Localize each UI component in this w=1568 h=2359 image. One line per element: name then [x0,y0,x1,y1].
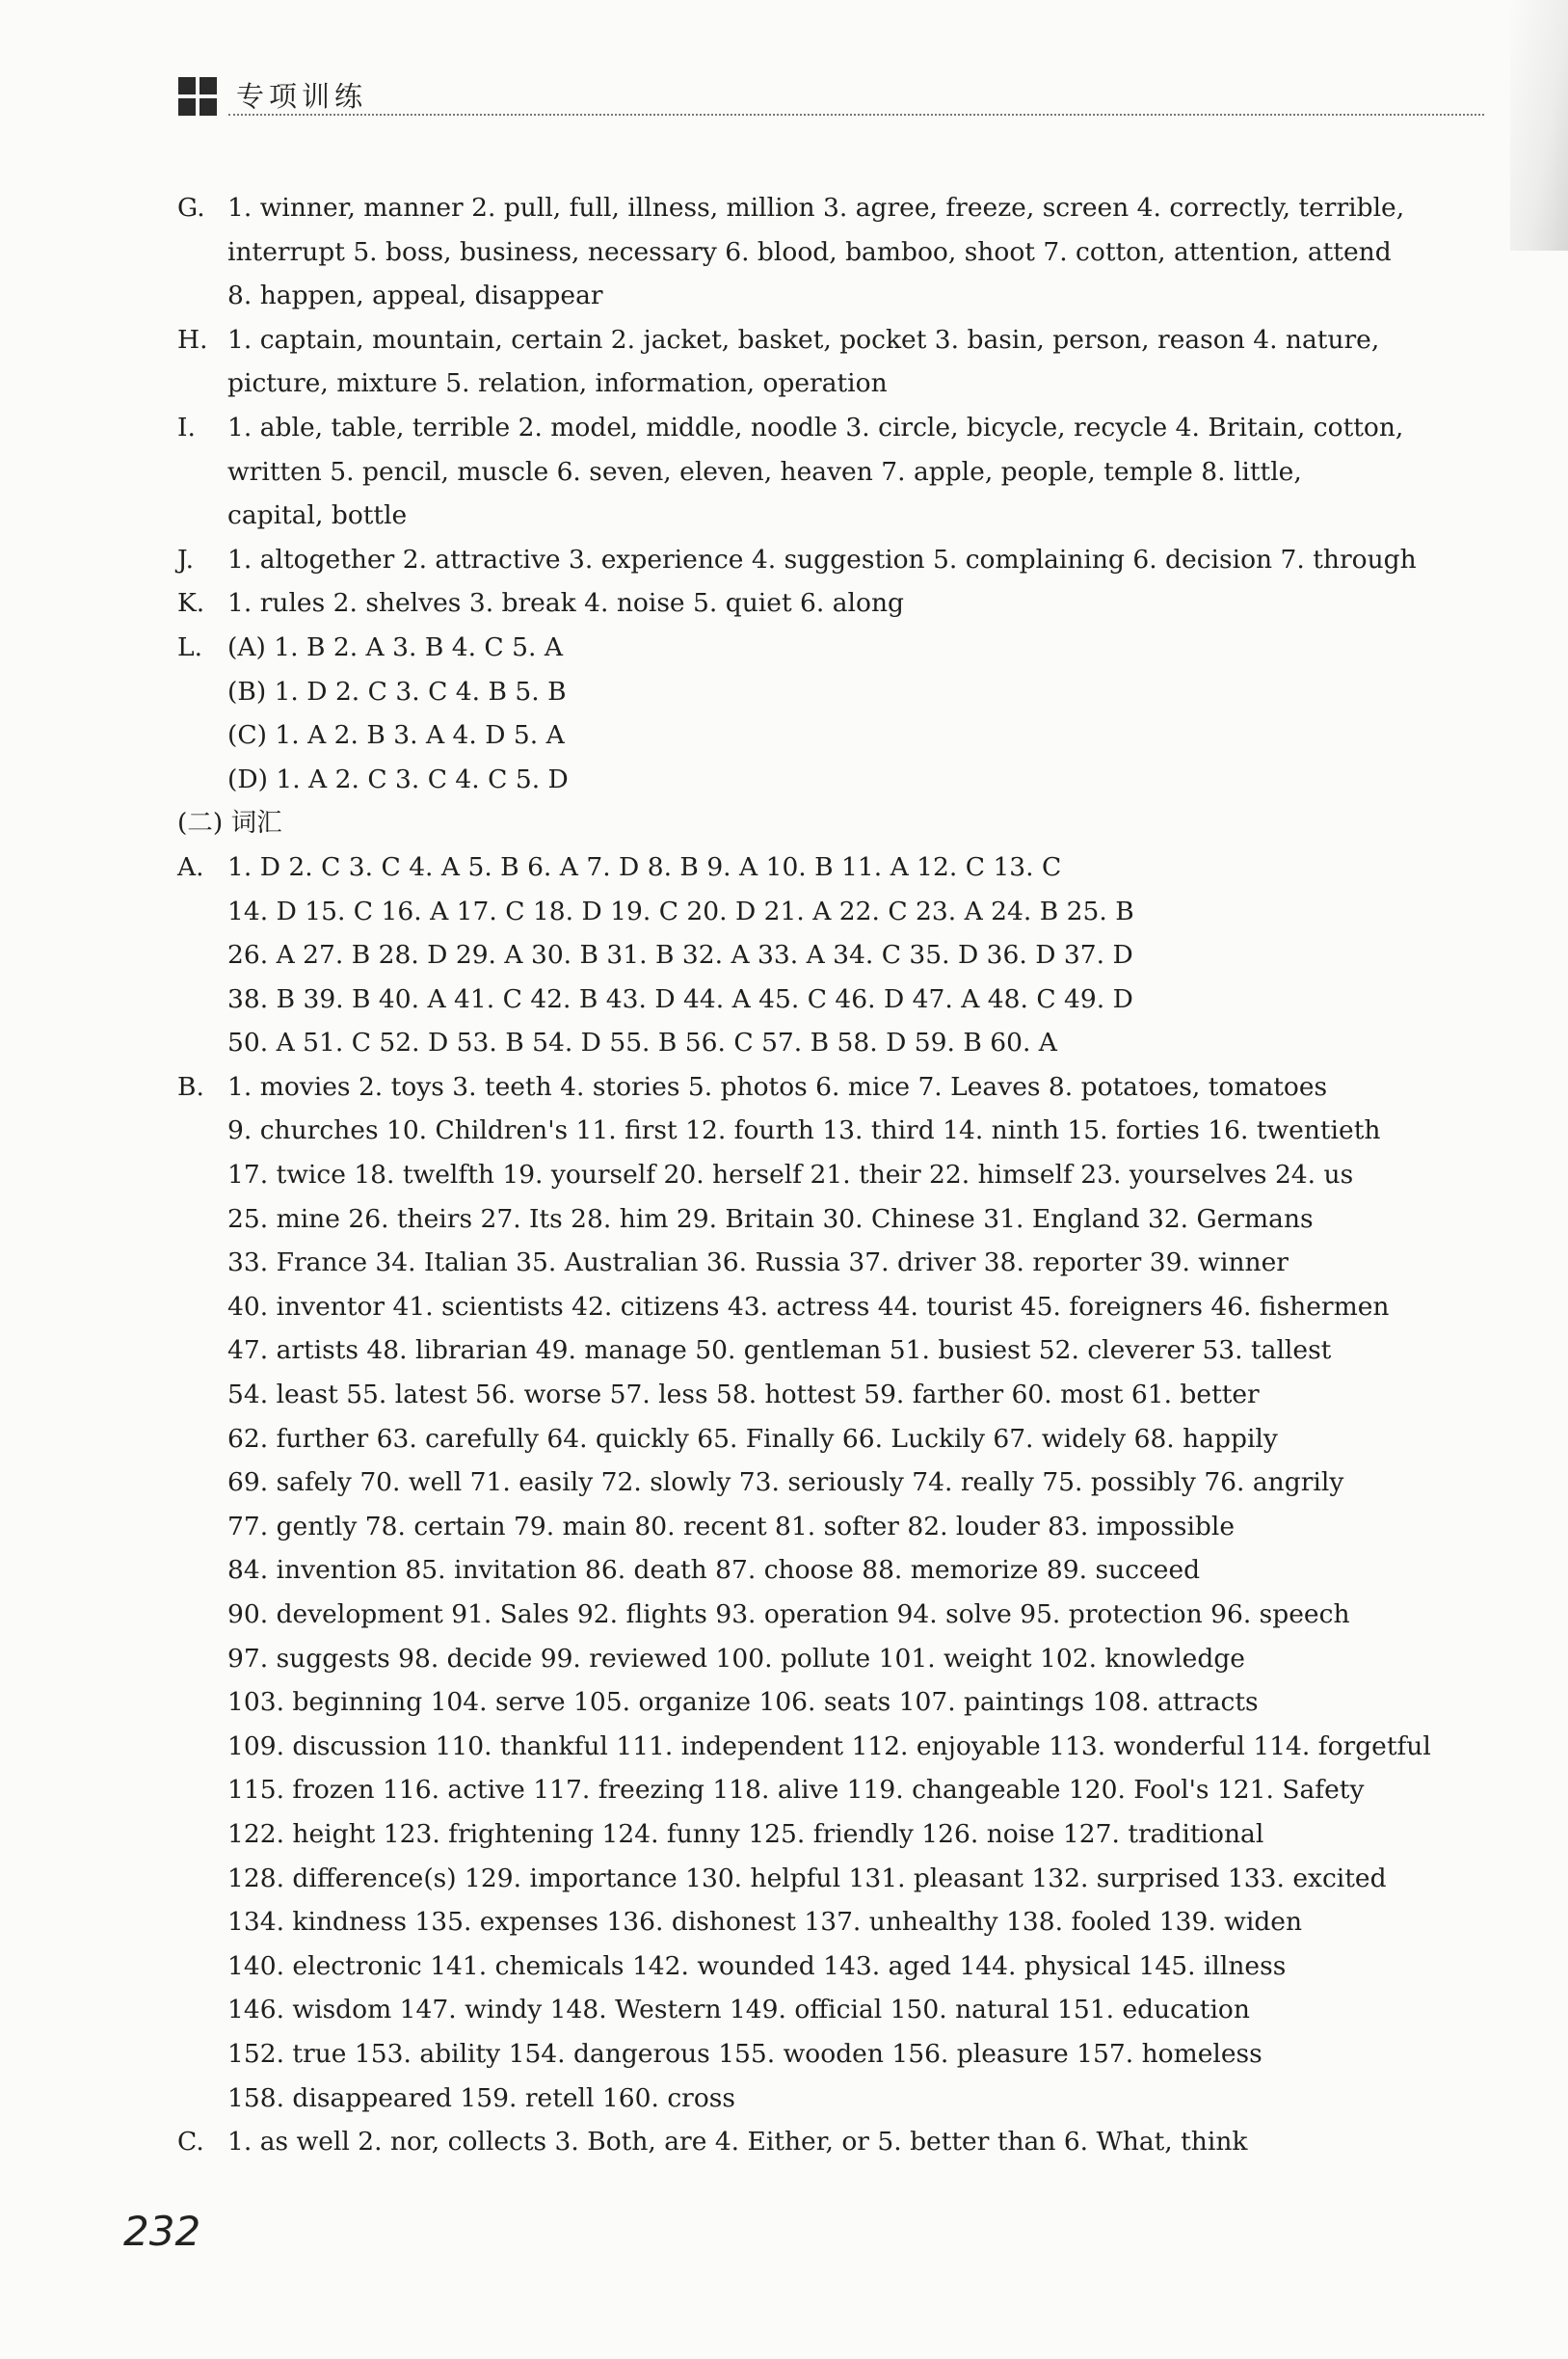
answer-text: 38. B 39. B 40. A 41. C 42. B 43. D 44. A 45. C 46. D 47. A 48. C 49. D [227,983,1133,1014]
section-label: I. [177,412,196,442]
answer-text: 158. disappeared 159. retell 160. cross [227,2082,735,2113]
answer-text: 1. rules 2. shelves 3. break 4. noise 5. quiet 6. along [227,588,904,619]
answer-text: 40. inventor 41. scientists 42. citizens 43. actress 44. tourist 45. foreigners 46. fishermen [227,1291,1390,1322]
answer-text: 152. true 153. ability 154. dangerous 155. wooden 156. pleasure 157. homeless [227,2038,1262,2069]
answer-line [177,758,1493,802]
answer-line [177,1373,1493,1417]
answer-text: written 5. pencil, muscle 6. seven, eleven, heaven 7. apple, people, temple 8. little, [227,456,1302,487]
answer-line [177,581,1493,626]
section-label: L. [177,631,203,662]
answer-text: 97. suggests 98. decide 99. reviewed 100. pollute 101. weight 102. knowledge [227,1643,1245,1674]
section-label: K. [177,588,205,619]
answer-line [177,1065,1493,1110]
answer-line [177,538,1493,582]
answer-line [177,1637,1493,1681]
answer-text: (D) 1. A 2. C 3. C 4. C 5. D [227,764,569,794]
answer-text: 109. discussion 110. thankful 111. independent 112. enjoyable 113. wonderful 114. forgetful [227,1730,1431,1761]
answer-line [177,1812,1493,1857]
answer-line [177,2120,1493,2164]
answer-text: 47. artists 48. librarian 49. manage 50. gentleman 51. busiest 52. cleverer 53. tallest [227,1335,1332,1366]
answer-line [177,1505,1493,1549]
answer-text: picture, mixture 5. relation, information, operation [227,368,888,399]
answer-text: 134. kindness 135. expenses 136. dishonest 137. unhealthy 138. fooled 139. widen [227,1907,1303,1938]
answer-line [177,1768,1493,1812]
answer-text: 115. frozen 116. active 117. freezing 118. alive 119. changeable 120. Fool's 121. Safety [227,1775,1365,1806]
answer-line [177,1153,1493,1197]
answer-text: 140. electronic 141. chemicals 142. wounded 143. aged 144. physical 145. illness [227,1950,1287,1981]
answer-text: 50. A 51. C 52. D 53. B 54. D 55. B 56. C 57. B 58. D 59. B 60. A [227,1028,1057,1059]
answer-line [177,1197,1493,1242]
answer-text: 90. development 91. Sales 92. flights 93. operation 94. solve 95. protection 96. speech [227,1599,1350,1629]
answer-line [177,406,1493,450]
answer-text: 26. A 27. B 28. D 29. A 30. B 31. B 32. A 33. A 34. C 35. D 36. D 37. D [227,940,1133,971]
page-header [178,71,1484,123]
answer-line [177,933,1493,978]
answer-line [177,1725,1493,1769]
answer-line [177,1548,1493,1593]
answer-text: interrupt 5. boss, business, necessary 6. blood, bamboo, shoot 7. cotton, attention, attend [227,236,1392,267]
answer-text: 1. altogether 2. attractive 3. experience 4. suggestion 5. complaining 6. decision 7. through [227,544,1417,575]
answer-text: (C) 1. A 2. B 3. A 4. D 5. A [227,720,565,751]
answer-text: 122. height 123. frightening 124. funny 125. friendly 126. noise 127. traditional [227,1818,1264,1849]
answer-line [177,1680,1493,1725]
answer-line [177,1109,1493,1153]
answer-text: 25. mine 26. theirs 27. Its 28. him 29. Britain 30. Chinese 31. England 32. Germans [227,1203,1314,1234]
answer-line [177,1461,1493,1505]
answer-line [177,1857,1493,1901]
answer-line [177,801,1493,845]
section-label: (二) 词汇 [177,808,282,839]
answer-text: 1. as well 2. nor, collects 3. Both, are 4. Either, or 5. better than 6. What, think [227,2127,1248,2158]
answer-text: 77. gently 78. certain 79. main 80. recent 81. softer 82. louder 83. impossible [227,1511,1236,1541]
answer-text: 14. D 15. C 16. A 17. C 18. D 19. C 20. D 21. A 22. C 23. A 24. B 25. B [227,896,1134,926]
answer-text: capital, bottle [227,500,408,531]
answer-line [177,1944,1493,1989]
page-edge-shadow [1510,0,1568,251]
header-title: 专项训练 [236,80,368,113]
page-number: 232 [123,2208,201,2255]
answer-line [177,450,1493,495]
answer-key-body [177,186,1493,2164]
answer-line [177,713,1493,758]
answer-line [177,1988,1493,2032]
answer-text: (A) 1. B 2. A 3. B 4. C 5. A [227,631,563,662]
answer-text: 9. churches 10. Children's 11. first 12. fourth 13. third 14. ninth 15. forties 16. twentieth [227,1115,1381,1146]
answer-line [177,1417,1493,1461]
answer-text: 146. wisdom 147. windy 148. Western 149. official 150. natural 151. education [227,1995,1250,2025]
answer-line [177,494,1493,538]
answer-text: 1. winner, manner 2. pull, full, illness, million 3. agree, freeze, screen 4. correctly, terrible, [227,193,1405,223]
answer-text: 1. able, table, terrible 2. model, middle, noodle 3. circle, bicycle, recycle 4. Britain, cotton, [227,412,1404,442]
section-label: B. [177,1071,204,1102]
section-label: H. [177,324,208,355]
answer-text: 1. movies 2. toys 3. teeth 4. stories 5. photos 6. mice 7. Leaves 8. potatoes, tomatoes [227,1071,1328,1102]
answer-line [177,1900,1493,1944]
answer-line [177,890,1493,934]
answer-line [177,362,1493,406]
section-label: A. [177,851,204,882]
answer-line [177,1285,1493,1329]
header-grid-icon [178,77,219,118]
answer-text: 84. invention 85. invitation 86. death 87. choose 88. memorize 89. succeed [227,1555,1201,1586]
answer-text: 128. difference(s) 129. importance 130. helpful 131. pleasant 132. surprised 133. excited [227,1863,1387,1893]
answer-line [177,1021,1493,1065]
section-label: J. [177,544,194,575]
answer-line [177,318,1493,362]
answer-text: 62. further 63. carefully 64. quickly 65. Finally 66. Luckily 67. widely 68. happily [227,1423,1278,1454]
answer-text: 8. happen, appeal, disappear [227,281,603,311]
answer-line [177,1241,1493,1285]
answer-line [177,186,1493,230]
answer-text: 54. least 55. latest 56. worse 57. less 58. hottest 59. farther 60. most 61. better [227,1380,1260,1410]
header-dotted-rule [228,114,1484,116]
answer-text: (B) 1. D 2. C 3. C 4. B 5. B [227,676,567,707]
answer-line [177,626,1493,670]
answer-line [177,978,1493,1022]
answer-line [177,845,1493,890]
answer-line [177,230,1493,275]
answer-text: 103. beginning 104. serve 105. organize 106. seats 107. paintings 108. attracts [227,1687,1259,1718]
answer-line [177,274,1493,318]
answer-line [177,670,1493,714]
answer-text: 69. safely 70. well 71. easily 72. slowly 73. seriously 74. really 75. possibly 76. angrily [227,1467,1344,1498]
section-label: C. [177,2127,204,2158]
section-label: G. [177,193,205,223]
answer-line [177,2032,1493,2077]
answer-line [177,1593,1493,1637]
answer-line [177,1328,1493,1373]
answer-text: 17. twice 18. twelfth 19. yourself 20. herself 21. their 22. himself 23. yourselves 24. us [227,1160,1354,1191]
answer-text: 33. France 34. Italian 35. Australian 36. Russia 37. driver 38. reporter 39. winner [227,1247,1289,1278]
answer-text: 1. D 2. C 3. C 4. A 5. B 6. A 7. D 8. B 9. A 10. B 11. A 12. C 13. C [227,851,1062,882]
answer-text: 1. captain, mountain, certain 2. jacket, basket, pocket 3. basin, person, reason 4. nature, [227,324,1380,355]
answer-line [177,2077,1493,2121]
